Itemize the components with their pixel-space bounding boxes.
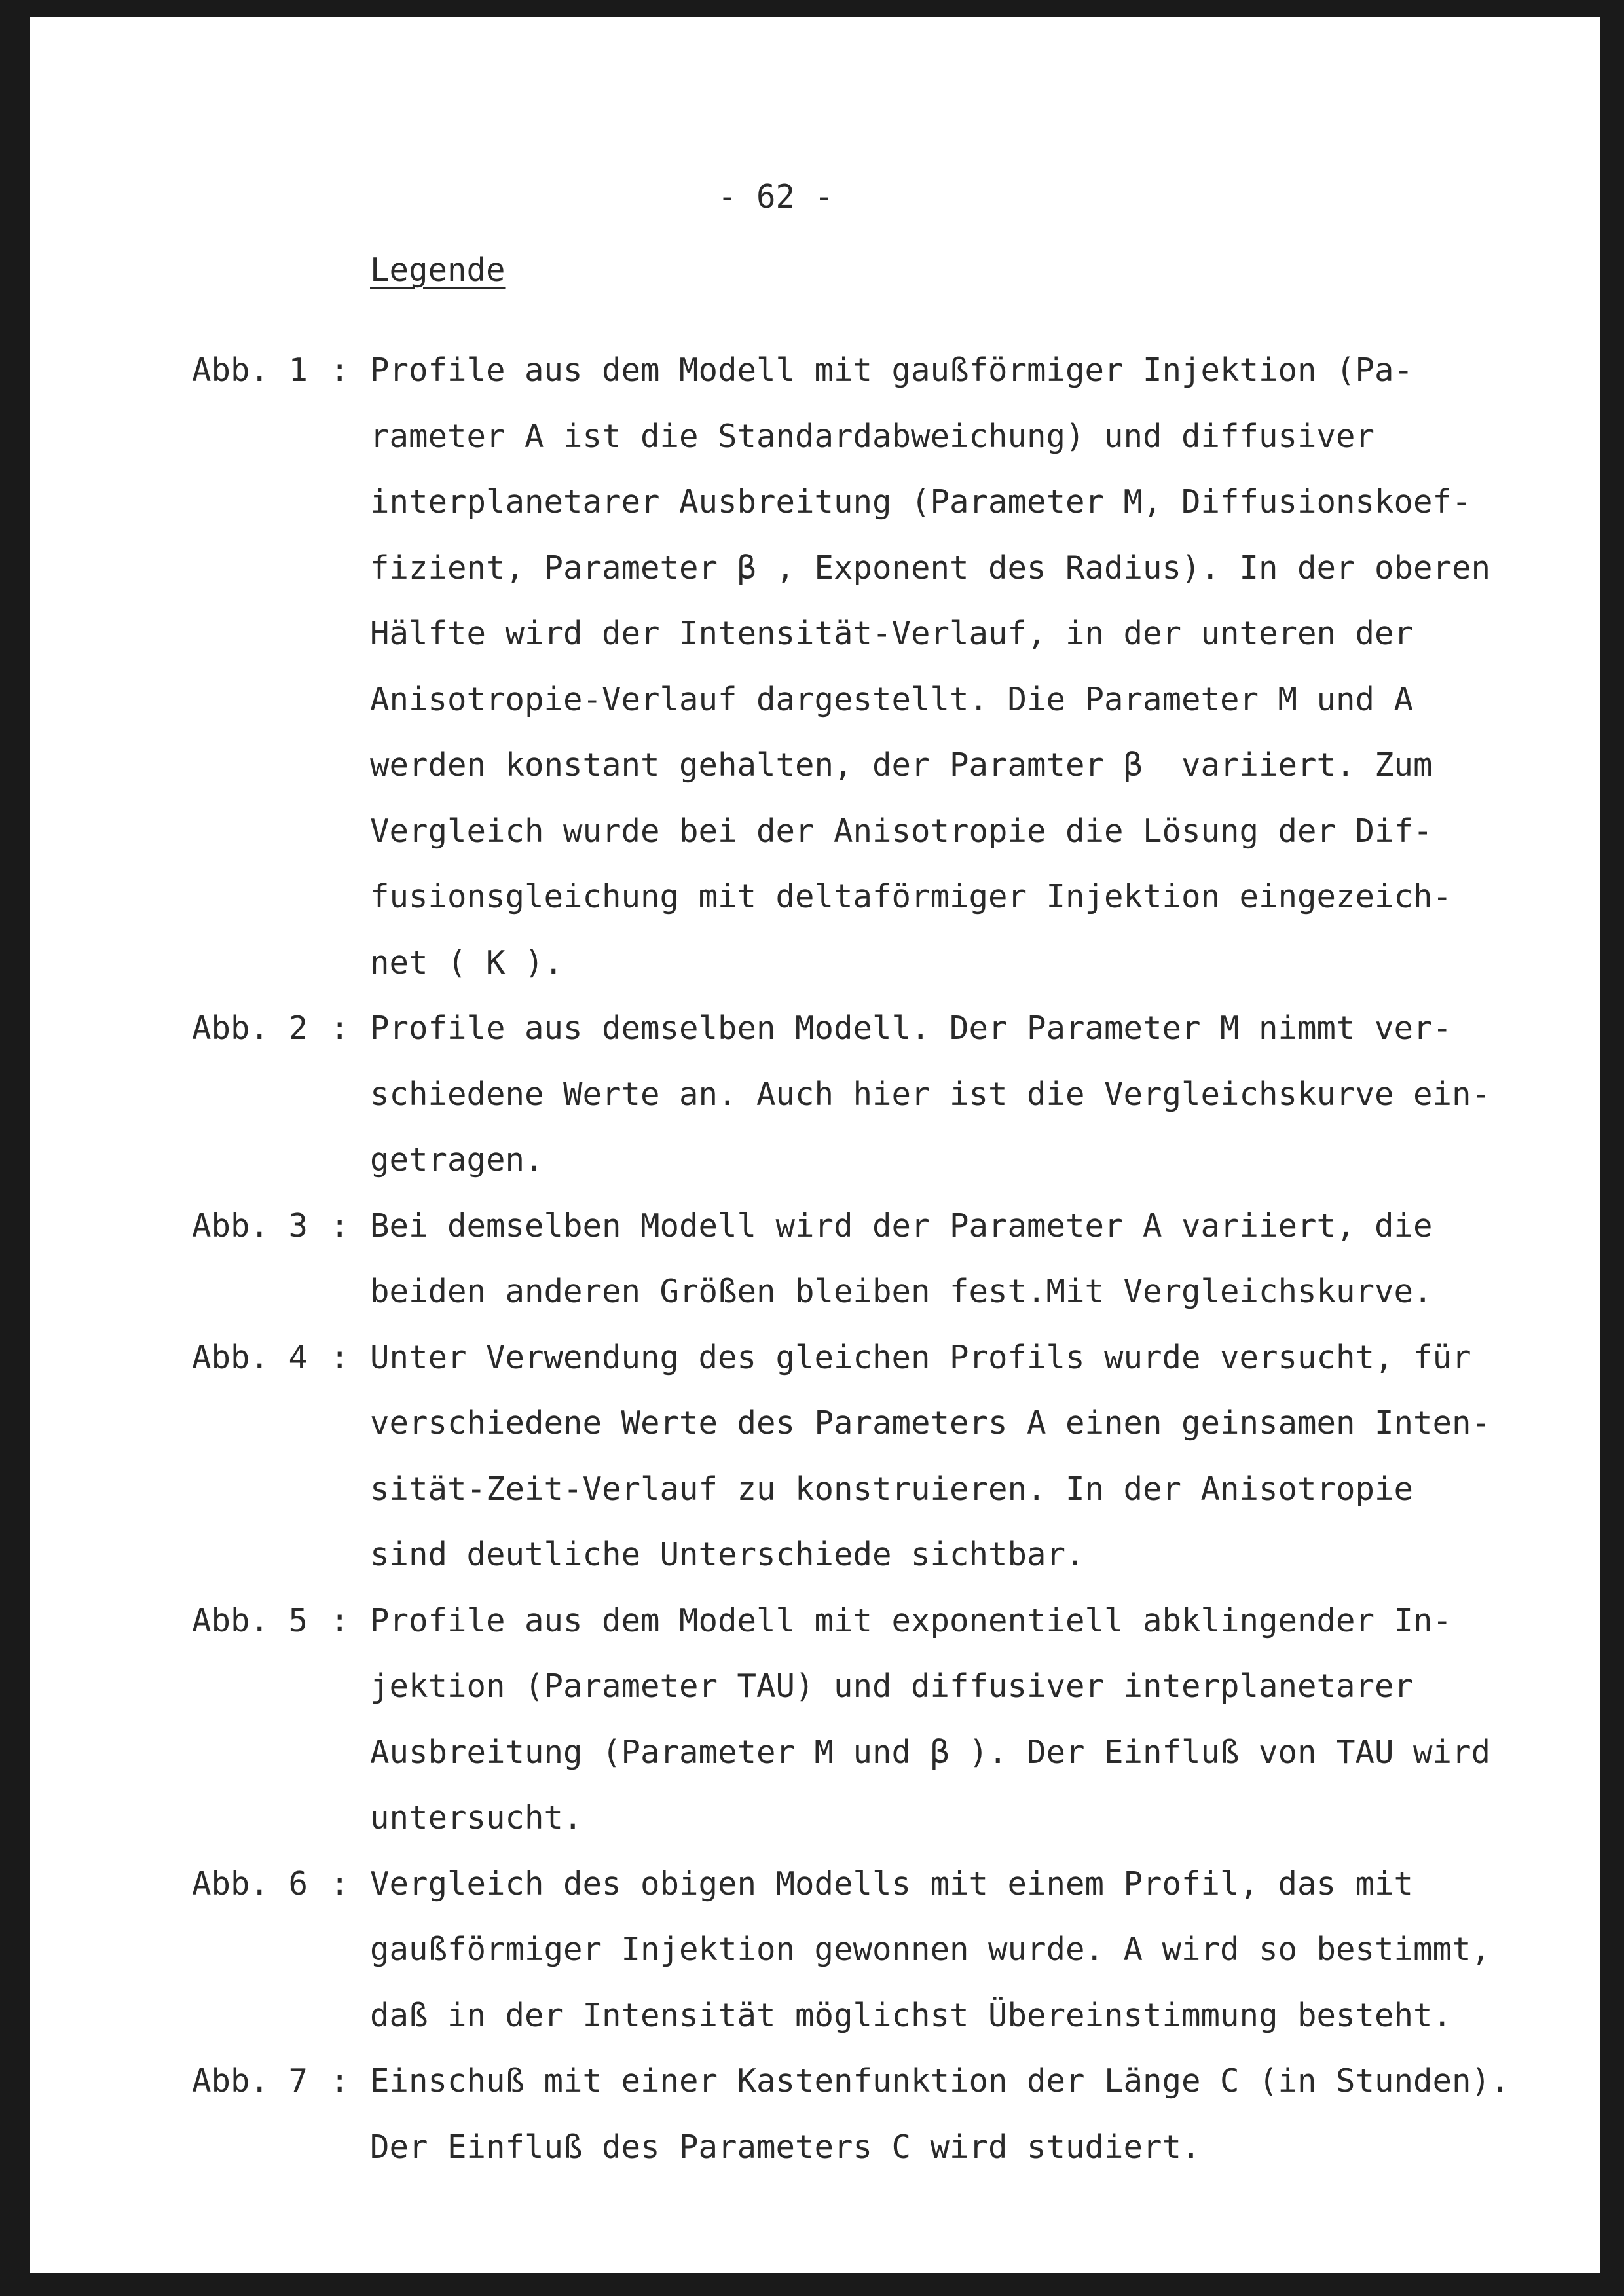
caption-line: schiedene Werte an. Auch hier ist die Vergleichskurve ein-: [370, 1076, 1491, 1113]
caption-line: Profile aus dem Modell mit exponentiell abklingender In-: [370, 1602, 1452, 1639]
caption-line: Ausbreitung (Parameter M und β ). Der Einfluß von TAU wird: [370, 1734, 1491, 1771]
figure-label: Abb. 1: [192, 352, 308, 389]
page-number: - 62 -: [718, 178, 834, 215]
legend-heading: Legende: [370, 251, 506, 289]
caption-line: Bei demselben Modell wird der Parameter A variiert, die: [370, 1207, 1433, 1245]
figure-label: Abb. 5: [192, 1602, 308, 1639]
caption-line: verschiedene Werte des Parameters A einen geinsamen Inten-: [370, 1404, 1491, 1442]
figure-label: Abb. 3: [192, 1207, 308, 1245]
caption-line: Der Einfluß des Parameters C wird studiert.: [370, 2128, 1201, 2166]
caption-line: getragen.: [370, 1141, 544, 1178]
document-page: [30, 17, 1600, 2273]
caption-line: rameter A ist die Standardabweichung) und diffusiver: [370, 418, 1375, 455]
label-separator: :: [330, 2062, 350, 2100]
caption-line: fizient, Parameter β , Exponent des Radius). In der oberen: [370, 549, 1491, 587]
caption-line: Profile aus demselben Modell. Der Parameter M nimmt ver-: [370, 1010, 1452, 1047]
caption-line: jektion (Parameter TAU) und diffusiver interplanetarer: [370, 1667, 1414, 1705]
caption-line: interplanetarer Ausbreitung (Parameter M, Diffusionskoef-: [370, 483, 1471, 520]
caption-line: Hälfte wird der Intensität-Verlauf, in der unteren der: [370, 615, 1414, 652]
caption-line: Vergleich des obigen Modells mit einem Profil, das mit: [370, 1865, 1414, 1903]
label-separator: :: [330, 1339, 350, 1376]
caption-line: sind deutliche Unterschiede sichtbar.: [370, 1536, 1085, 1573]
caption-line: beiden anderen Größen bleiben fest.Mit Vergleichskurve.: [370, 1273, 1433, 1310]
caption-line: Anisotropie-Verlauf dargestellt. Die Parameter M und A: [370, 681, 1414, 718]
label-separator: :: [330, 1010, 350, 1047]
figure-label: Abb. 4: [192, 1339, 308, 1376]
caption-line: gaußförmiger Injektion gewonnen wurde. A wird so bestimmt,: [370, 1931, 1491, 1968]
caption-line: untersucht.: [370, 1799, 583, 1836]
label-separator: :: [330, 1865, 350, 1903]
caption-line: Unter Verwendung des gleichen Profils wurde versucht, für: [370, 1339, 1471, 1376]
caption-line: Profile aus dem Modell mit gaußförmiger Injektion (Pa-: [370, 352, 1414, 389]
caption-line: werden konstant gehalten, der Paramter β variiert. Zum: [370, 746, 1433, 784]
figure-label: Abb. 6: [192, 1865, 308, 1903]
caption-line: daß in der Intensität möglichst Übereinstimmung besteht.: [370, 1997, 1452, 2034]
caption-line: net ( K ).: [370, 944, 564, 981]
caption-line: fusionsgleichung mit deltaförmiger Injektion eingezeich-: [370, 878, 1452, 915]
caption-line: sität-Zeit-Verlauf zu konstruieren. In der Anisotropie: [370, 1470, 1414, 1508]
figure-label: Abb. 7: [192, 2062, 308, 2100]
caption-line: Einschuß mit einer Kastenfunktion der Länge C (in Stunden).: [370, 2062, 1510, 2100]
label-separator: :: [330, 1207, 350, 1245]
figure-label: Abb. 2: [192, 1010, 308, 1047]
label-separator: :: [330, 352, 350, 389]
caption-line: Vergleich wurde bei der Anisotropie die Lösung der Dif-: [370, 812, 1433, 850]
label-separator: :: [330, 1602, 350, 1639]
